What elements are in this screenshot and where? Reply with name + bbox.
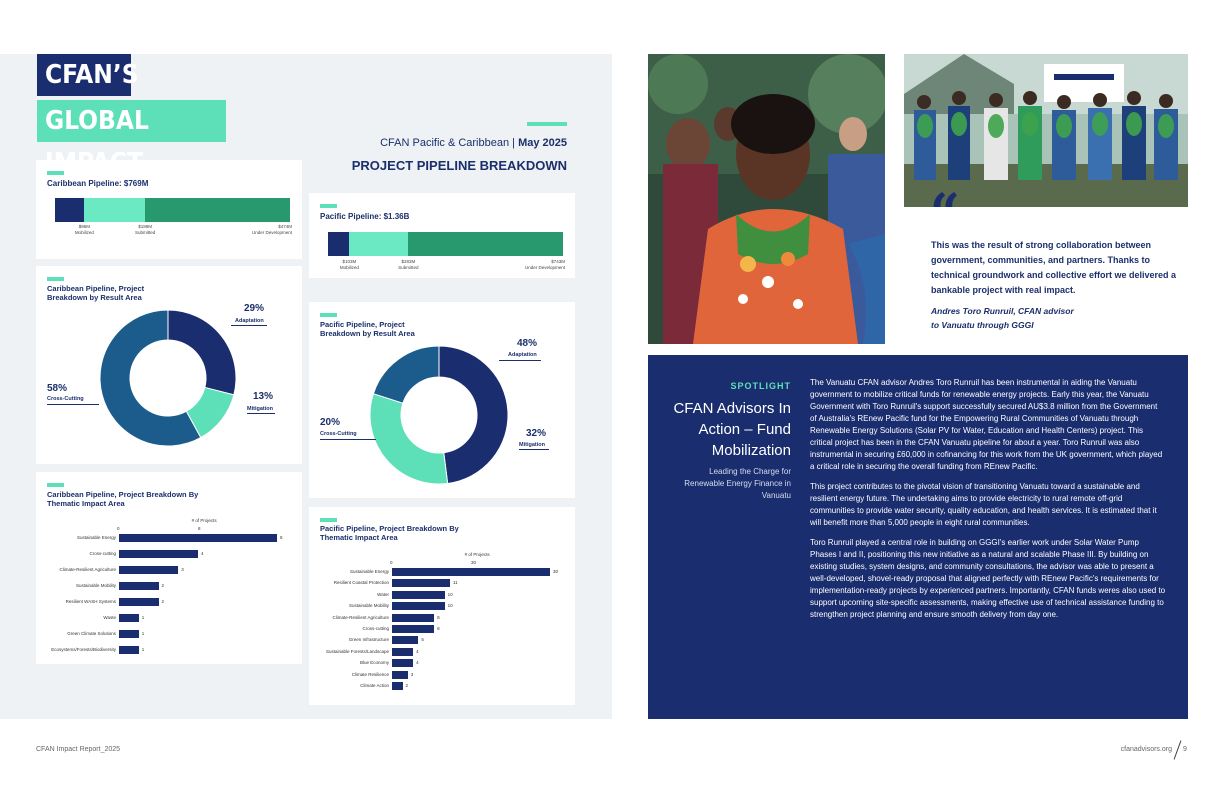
pacific-thematic-card xyxy=(309,507,575,705)
card-accent xyxy=(320,518,337,522)
pipeline-value: $199M xyxy=(138,224,153,229)
donut-slice-adaptation xyxy=(168,310,236,395)
bar-value-label: 3 xyxy=(181,567,184,572)
carib-adaptation-pct: 29% xyxy=(244,303,265,314)
pipeline-segment-submitted xyxy=(84,198,145,222)
bar-sustainable-energy xyxy=(119,534,277,542)
pipeline-label xyxy=(327,259,371,271)
bar-category-label: Cross-cutting xyxy=(362,626,389,631)
footer-page-number: 9 xyxy=(1183,746,1187,753)
chart-legend-label: # of Projects xyxy=(191,518,217,523)
pipeline-value: $96M xyxy=(78,224,90,229)
pipeline-label xyxy=(386,259,430,271)
pacific-pipeline-card xyxy=(309,193,575,278)
pac-crosscutting-label: Cross-Cutting xyxy=(320,431,357,437)
bar-category-label: Ecosystems/Forests/Biodiversity xyxy=(51,647,116,652)
footer-divider xyxy=(1174,740,1182,759)
bar-category-label: Sustainable Forests/Landscape xyxy=(325,648,389,654)
pipeline-category: Submitted xyxy=(398,265,419,270)
spotlight-panel xyxy=(648,355,1188,719)
axis-tick-label: 30 xyxy=(471,560,477,565)
spotlight-subtitle: Leading the Charge for Renewable Energy Finance in Vanuatu xyxy=(684,467,791,500)
bar-sustainable-energy xyxy=(392,568,550,576)
axis-tick-label: 8 xyxy=(198,526,201,531)
spotlight-title: CFAN Advisors In Action – Fund Mobilization xyxy=(673,400,791,459)
caribbean-donut-card xyxy=(36,266,302,464)
quote-author-line2: to Vanuatu through GGGI xyxy=(931,320,1034,330)
bar-cross-cutting xyxy=(392,625,434,633)
caribbean-thematic-title: Caribbean Pipeline, Project Breakdown By Thematic Impact Area xyxy=(47,490,199,508)
carib-mitigation-line xyxy=(247,413,275,414)
donut-slice-adaptation xyxy=(439,346,508,483)
bar-value-label: 2 xyxy=(161,599,165,604)
page-title-line1: CFAN’S xyxy=(37,54,131,96)
pipeline-label xyxy=(507,259,565,271)
carib-crosscutting-label: Cross-Cutting xyxy=(47,396,84,402)
bar-cross-cutting xyxy=(119,550,198,558)
bar-category-label: Water xyxy=(377,591,389,597)
pipeline-category: Under Development xyxy=(251,230,292,235)
bar-category-label: Sustainable Energy xyxy=(76,535,116,540)
pacific-donut-title: Pacific Pipeline, Project Breakdown by Result Area xyxy=(320,320,415,338)
bar-blue-economy xyxy=(392,659,413,667)
bar-value-label: 10 xyxy=(447,603,453,609)
carib-mitigation-pct: 13% xyxy=(253,391,274,402)
footer-report-name: CFAN Impact Report_2025 xyxy=(36,746,121,753)
bar-ecosystems-forests-biodiversity xyxy=(119,646,139,654)
footer-website-link[interactable]: cfanadvisors.org xyxy=(1120,746,1172,753)
pipeline-segment-submitted xyxy=(349,232,408,256)
pipeline-label xyxy=(123,224,167,236)
spotlight-label: SPOTLIGHT xyxy=(730,381,791,391)
bar-category-label: Sustainable Mobility xyxy=(75,583,116,588)
bar-value-label: 4 xyxy=(416,648,419,654)
bar-category-label: Climate-Resilient Agriculture xyxy=(59,567,116,572)
header-main-title: PROJECT PIPELINE BREAKDOWN xyxy=(351,158,567,173)
photo-woman-smiling xyxy=(648,54,885,344)
axis-tick-label: 0 xyxy=(117,526,120,531)
header-subtitle-date: May 2025 xyxy=(518,137,567,149)
carib-crosscutting-line xyxy=(47,404,99,405)
carib-mitigation-label: Mitigation xyxy=(247,406,273,412)
bar-category-label: Cross-cutting xyxy=(89,551,116,556)
quote-author xyxy=(931,304,1181,332)
bar-category-label: Green Climate Solutions xyxy=(67,631,116,636)
bar-value-label: 8 xyxy=(280,535,283,540)
pac-crosscutting-pct: 20% xyxy=(320,417,341,428)
card-accent xyxy=(320,204,337,208)
bar-category-label: Sustainable Energy xyxy=(349,569,389,574)
pacific-donut-chart xyxy=(309,302,575,498)
pipeline-label xyxy=(62,224,106,236)
bar-value-label: 1 xyxy=(141,647,145,652)
caribbean-donut-title: Caribbean Pipeline, Project Breakdown by Result Area xyxy=(47,284,145,302)
bar-category-label: Sustainable Mobility xyxy=(348,603,389,609)
bar-value-label: 3 xyxy=(410,671,414,677)
bar-category-label: Climate Action xyxy=(360,683,389,688)
header-subtitle xyxy=(380,137,567,149)
pac-crosscutting-line xyxy=(320,439,376,440)
header-subtitle-prefix: CFAN Pacific & Caribbean | xyxy=(380,137,519,149)
donut-slice-mitigation xyxy=(370,394,448,484)
pipeline-segment-mobilized xyxy=(328,232,349,256)
bar-category-label: Resilient Coastal Protection xyxy=(333,580,389,586)
pacific-pipeline-title: Pacific Pipeline: $1.36B xyxy=(320,212,410,221)
carib-adaptation-label: Adaptation xyxy=(235,318,264,324)
caribbean-donut-chart xyxy=(36,266,302,464)
bar-sustainable-forests-landscape xyxy=(392,648,413,656)
bar-resilient-coastal-protection xyxy=(392,579,450,587)
bar-green-climate-solutions xyxy=(119,630,139,638)
pacific-donut-card xyxy=(309,302,575,498)
pipeline-segment-mobilized xyxy=(55,198,84,222)
spotlight-paragraph: Toro Runruil played a central role in building on GGGI's earlier work under Solar Water Pump Phases I and II, positioning this new initiative as a natural and scalable Phase III. By building on existing studies, system designs, and community consultations, the advisor was able to present a well-developed, shovel-ready proposal that aligned perfectly with REnew Pacific's requirements for implementation-ready projects by experienced partners. Importantly, CFAN funds weres also used to support upcoming site-specific assessments, making effective use of technical assistance funding to strengthen project planning and ensure smooth delivery from day one. xyxy=(810,538,1166,619)
bar-value-label: 4 xyxy=(201,551,204,556)
bar-value-label: 1 xyxy=(141,615,145,620)
donut-slice-cross-cutting xyxy=(373,346,439,403)
quote-text: This was the result of strong collaboration between government, communities, and partners. Thanks to technical groundwork and collective effort we delivered a bankable project with real impact. xyxy=(931,240,1177,295)
carib-crosscutting-pct: 58% xyxy=(47,383,68,394)
bar-sustainable-mobility xyxy=(392,602,445,610)
bar-category-label: Waste xyxy=(103,615,116,620)
bar-value-label: 2 xyxy=(161,583,165,588)
bar-climate-resilient-agriculture xyxy=(119,566,178,574)
page-title-line2: GLOBAL xyxy=(37,100,226,142)
card-accent xyxy=(47,483,64,487)
pipeline-label xyxy=(234,224,292,236)
chart-legend-label: # of Projects xyxy=(464,552,490,557)
spotlight-body xyxy=(810,377,1166,629)
bar-green-infrastructure xyxy=(392,636,418,644)
pac-mitigation-line xyxy=(519,449,549,450)
carib-adaptation-line xyxy=(231,325,267,326)
bar-category-label: Resilient WASH Systems xyxy=(65,599,116,604)
bar-category-label: Green Infrastructure xyxy=(348,637,389,643)
pipeline-value: $474M xyxy=(278,224,292,229)
pac-mitigation-label: Mitigation xyxy=(519,442,545,448)
spotlight-paragraph: The Vanuatu CFAN advisor Andres Toro Runruil has been instrumental in aiding the Vanuatu government to mobilize critical funds for renewable energy projects. Early this year, the Vanuatu Government with Toro Runruil's support successfully secured AU$3.8 million from the Government of Australia's REnew Pacific fund for the Empowering Rural Communities of Vanuatu through Renewable Energy Solutions (Solar PV for Water, Education and Health Centers) project. This critical project has been in the CFAN Vanuatu pipeline for about a year. Toro Runruil was also instrumental in securing £60,000 in cofinancing for this work from the UK government, which played a critical role in securing the overall funding from REnew Pacific. xyxy=(810,378,1163,471)
bar-category-label: Blue Economy xyxy=(359,660,389,666)
pacific-pipeline-bar xyxy=(328,232,563,256)
pipeline-category: Under Development xyxy=(524,265,565,270)
pacific-thematic-title: Pacific Pipeline, Project Breakdown By Thematic Impact Area xyxy=(320,524,459,542)
bar-value-label: 30 xyxy=(553,569,559,574)
bar-resilient-wash-systems xyxy=(119,598,159,606)
pipeline-segment-under-development xyxy=(145,198,290,222)
quote-author-line1: Andres Toro Runruil, CFAN advisor xyxy=(931,306,1074,316)
bar-value-label: 5 xyxy=(421,637,424,643)
axis-tick-label: 0 xyxy=(390,560,393,565)
pac-mitigation-pct: 32% xyxy=(526,428,547,439)
bar-climate-action xyxy=(392,682,403,690)
pipeline-category: Mobilized xyxy=(74,230,94,235)
quote-icon: “ xyxy=(930,183,960,244)
bar-waste xyxy=(119,614,139,622)
pipeline-value: $743M xyxy=(551,259,565,264)
bar-climate-resilience xyxy=(392,671,408,679)
pipeline-category: Submitted xyxy=(135,230,156,235)
bar-value-label: 4 xyxy=(416,660,419,666)
card-accent xyxy=(47,171,64,175)
caribbean-pipeline-bar xyxy=(55,198,290,222)
bar-value-label: 11 xyxy=(452,580,458,586)
bar-sustainable-mobility xyxy=(119,582,159,590)
bar-water xyxy=(392,591,445,599)
pipeline-value: $103M xyxy=(342,259,357,264)
pac-adaptation-pct: 48% xyxy=(517,338,538,349)
bar-category-label: Climate Resilience xyxy=(351,671,389,677)
caribbean-thematic-card xyxy=(36,472,302,664)
bar-value-label: 10 xyxy=(447,591,453,597)
caribbean-pipeline-card xyxy=(36,160,302,259)
pipeline-value: $283M xyxy=(401,259,416,264)
bar-value-label: 8 xyxy=(437,614,440,620)
caribbean-pipeline-title: Caribbean Pipeline: $769M xyxy=(47,179,149,188)
bar-climate-resilient-agriculture xyxy=(392,614,434,622)
pipeline-segment-under-development xyxy=(408,232,563,256)
bar-value-label: 8 xyxy=(437,626,440,631)
pac-adaptation-label: Adaptation xyxy=(508,352,537,358)
bar-value-label: 1 xyxy=(141,631,145,636)
spotlight-paragraph: This project contributes to the pivotal vision of transitioning Vanuatu toward a sustainable and resilient energy future. The undertaking aims to provide electricity to rural remote off-grid communities to provide water security, quality education, and health services. It is estimated that it will benefit more than 5,000 people in eight rural communities. xyxy=(810,482,1157,527)
pipeline-category: Mobilized xyxy=(339,265,359,270)
bar-value-label: 2 xyxy=(405,683,409,688)
bar-category-label: Climate-Resilient Agriculture xyxy=(332,614,389,620)
pac-adaptation-line xyxy=(499,360,541,361)
header-accent-bar xyxy=(527,122,567,126)
